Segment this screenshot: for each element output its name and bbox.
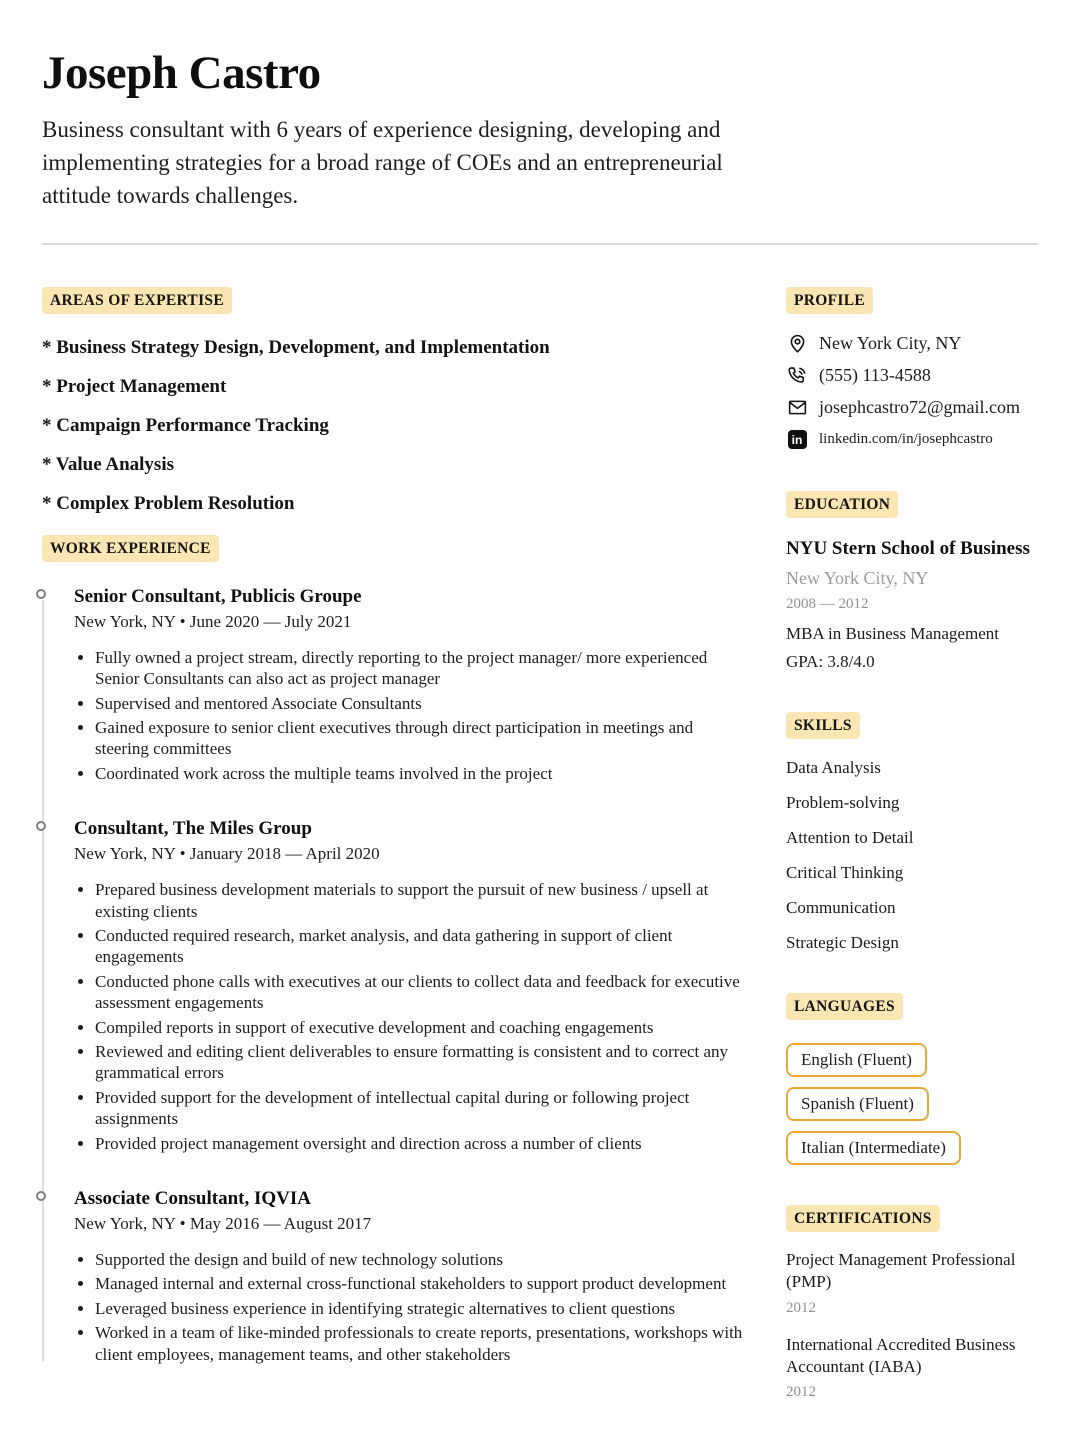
education-years: 2008 — 2012	[786, 595, 869, 612]
education-location: New York City, NY	[786, 567, 929, 588]
skills-section-label: SKILLS	[786, 712, 860, 739]
jobs-timeline	[42, 586, 748, 1365]
education-degree: MBA in Business Management	[786, 623, 999, 643]
skill-item: Attention to Detail	[786, 827, 914, 847]
profile-email-row	[786, 397, 1038, 419]
expertise-item: * Business Strategy Design, Development, and Implementation	[42, 336, 550, 358]
profile-section	[786, 287, 1038, 451]
profile-location: New York City, NY	[819, 333, 962, 354]
job-bullet: • Provided support for the development of intellectual capital during or following project assignments	[95, 1087, 748, 1130]
job-bullet: • Gained exposure to senior client executives through direct participation in meetings and steering committees	[95, 717, 748, 760]
sidebar	[786, 287, 1038, 1441]
expertise-item: * Project Management	[42, 375, 227, 397]
certification-year: 2012	[786, 1299, 816, 1316]
profile-section-label: PROFILE	[786, 287, 873, 314]
profile-rows	[786, 333, 1038, 451]
page-title: Joseph Castro	[42, 47, 321, 99]
location-pin-icon	[786, 333, 808, 355]
job-bullet: • Fully owned a project stream, directly reporting to the project manager/ more experienced Senior Consultants can also act as project manager	[95, 647, 748, 690]
job-bullet: • Reviewed and editing client deliverables to ensure formatting is consistent and to correct any grammatical errors	[95, 1041, 748, 1084]
expertise-list	[42, 337, 748, 515]
skills-list	[786, 758, 1038, 953]
main-column	[42, 287, 748, 1441]
job-bullet: • Supervised and mentored Associate Consultants	[95, 693, 748, 714]
timeline-marker-icon	[36, 1191, 46, 1201]
expertise-item: * Value Analysis	[42, 453, 174, 475]
skill-item: Data Analysis	[786, 757, 881, 777]
job-bullet: • Compiled reports in support of executive development and coaching engagements	[95, 1017, 748, 1038]
job-bullet: • Worked in a team of like-minded professionals to create reports, presentations, workshops with client employees, management teams, and other stakeholders	[95, 1322, 748, 1365]
profile-linkedin: linkedin.com/in/josephcastro	[819, 431, 993, 448]
work-experience-section	[42, 535, 748, 1365]
certification-name: Project Management Professional (PMP)	[786, 1249, 1016, 1292]
job-bullet: • Coordinated work across the multiple teams involved in the project	[95, 763, 748, 784]
job-title: Associate Consultant, IQVIA	[74, 1188, 311, 1210]
content-columns	[42, 287, 1038, 1441]
profile-linkedin-row	[786, 429, 1038, 451]
skills-section	[786, 712, 1038, 953]
certification-name: International Accredited Business Accountant (IABA)	[786, 1334, 1016, 1376]
certifications-section-label: CERTIFICATIONS	[786, 1205, 940, 1232]
skill-item: Problem-solving	[786, 792, 900, 812]
languages-list	[786, 1043, 1038, 1165]
education-section	[786, 491, 1038, 672]
job-meta: New York, NY • May 2016 — August 2017	[74, 1214, 372, 1234]
job-bullets	[74, 647, 748, 784]
language-row	[786, 1043, 1038, 1077]
language-row	[786, 1131, 1038, 1165]
job-meta: New York, NY • June 2020 — July 2021	[74, 611, 352, 631]
summary-text: Business consultant with 6 years of experience designing, developing and implementing strategies for a broad range of COEs and an entrepreneurial attitude towards challenges.	[42, 117, 723, 208]
profile-location-row	[786, 333, 1038, 355]
education-school: NYU Stern School of Business	[786, 537, 1030, 559]
job-bullet: • Prepared business development materials to support the pursuit of new business / upsell at existing clients	[95, 879, 748, 922]
skill-item: Communication	[786, 897, 896, 917]
language-pill: Spanish (Fluent)	[786, 1087, 929, 1121]
certification-year: 2012	[786, 1384, 816, 1401]
certifications-list	[786, 1249, 1038, 1402]
languages-section	[786, 993, 1038, 1165]
certification-item	[786, 1249, 1038, 1317]
expertise-section	[42, 287, 748, 515]
expertise-item: * Complex Problem Resolution	[42, 492, 295, 514]
language-row	[786, 1087, 1038, 1121]
work-experience-section-label: WORK EXPERIENCE	[42, 535, 219, 562]
education-section-label: EDUCATION	[786, 491, 898, 518]
job-bullet: • Conducted phone calls with executives at our clients to collect data and feedback for executive assessment engagements	[95, 971, 748, 1014]
job-entry	[42, 1188, 748, 1365]
job-bullet: • Supported the design and build of new technology solutions	[95, 1249, 748, 1270]
job-bullet: • Managed internal and external cross-functional stakeholders to support product development	[95, 1273, 748, 1294]
expertise-item: * Campaign Performance Tracking	[42, 414, 329, 436]
education-gpa: GPA: 3.8/4.0	[786, 651, 875, 671]
job-bullets	[74, 879, 748, 1154]
job-bullet: • Provided project management oversight and direction across a number of clients	[95, 1133, 748, 1154]
skill-item: Strategic Design	[786, 932, 899, 952]
timeline-marker-icon	[36, 589, 46, 599]
job-bullets	[74, 1249, 748, 1365]
linkedin-icon: in	[786, 429, 808, 451]
job-entry	[42, 818, 748, 1154]
job-title: Senior Consultant, Publicis Groupe	[74, 585, 362, 607]
expertise-section-label: AREAS OF EXPERTISE	[42, 287, 232, 314]
language-pill: English (Fluent)	[786, 1043, 927, 1077]
job-meta: New York, NY • January 2018 — April 2020	[74, 844, 380, 864]
timeline-marker-icon	[36, 821, 46, 831]
job-bullet: • Leveraged business experience in identifying strategic alternatives to client questions	[95, 1298, 748, 1319]
email-icon	[786, 397, 808, 419]
certification-item	[786, 1334, 1038, 1402]
skill-item: Critical Thinking	[786, 862, 904, 882]
header-divider	[42, 243, 1038, 245]
profile-email: josephcastro72@gmail.com	[819, 397, 1021, 418]
certifications-section	[786, 1205, 1038, 1402]
resume-header	[42, 46, 1038, 213]
language-pill: Italian (Intermediate)	[786, 1131, 961, 1165]
job-entry	[42, 586, 748, 784]
languages-section-label: LANGUAGES	[786, 993, 903, 1020]
phone-icon	[786, 365, 808, 387]
profile-phone-row	[786, 365, 1038, 387]
job-bullet: • Conducted required research, market analysis, and data gathering in support of client engagements	[95, 925, 748, 968]
profile-phone: (555) 113-4588	[819, 365, 931, 386]
job-title: Consultant, The Miles Group	[74, 818, 312, 840]
